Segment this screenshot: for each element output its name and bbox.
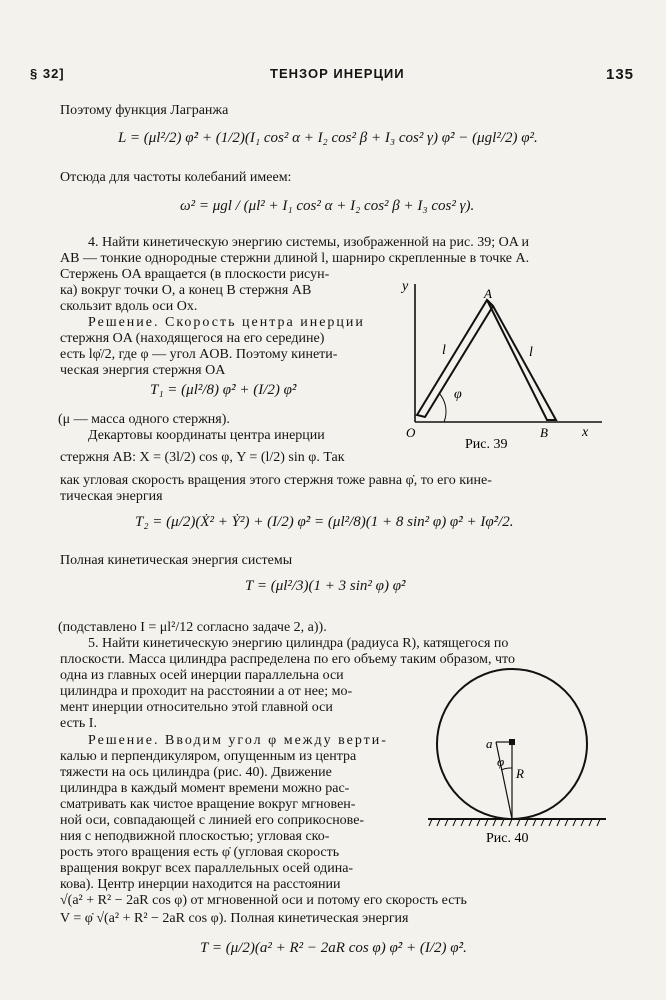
figure-39: [392, 272, 612, 460]
point-a-label: A: [484, 286, 492, 301]
text-line: ния с неподвижной плоскостью; угловая ско-: [60, 829, 330, 844]
text-line: AB — тонкие однородные стержни длиной l, шарниро скрепленные в точке A.: [60, 251, 530, 266]
text-line: V = φ̇ √(a² + R² − 2aR cos φ). Полная кинетическая энергия: [60, 911, 409, 926]
text-line: стержня OA (находящегося на его середине): [60, 331, 325, 346]
figure-39-caption: Рис. 39: [465, 437, 508, 452]
equation-frequency: ω² = μgl / (μl² + I₁ cos² α + I₂ cos² β + I₃ cos² γ).: [180, 198, 475, 214]
side-oa-label: l: [442, 343, 446, 358]
equation-t2: T₂ = (μ/2)(Ẋ² + Ẏ²) + (I/2) φ̇² = (μl²/8)(1 + 8 sin² φ) φ̇² + Iφ̇²/2.: [135, 514, 514, 530]
equation-t1: T₁ = (μl²/8) φ̇² + (I/2) φ̇²: [150, 382, 297, 398]
text-line: (μ — масса одного стержня).: [58, 412, 230, 427]
solution-heading: Решение. Вводим угол φ между верти-: [88, 733, 388, 748]
text-line: ка) вокруг точки O, а конец B стержня AB: [60, 283, 312, 298]
text-line: есть I.: [60, 716, 97, 731]
text-line: вращения вокруг всех параллельных осей одина-: [60, 861, 354, 876]
text-line: Отсюда для частоты колебаний имеем:: [60, 170, 292, 185]
angle-arc: [439, 393, 446, 422]
text-line: Полная кинетическая энергия системы: [60, 553, 293, 568]
equation-lagrangian: L = (μl²/2) φ̇² + (1/2)(I₁ cos² α + I₂ cos² β + I₃ cos² γ) φ̇² − (μgl²/2) φ².: [118, 130, 538, 146]
angle-phi-label: φ: [454, 387, 462, 402]
section-number: § 32]: [30, 66, 65, 81]
text-line: плоскости. Масса цилиндра распределена по его объему таким образом, что: [60, 652, 515, 667]
text-line: (подставлено I = μl²/12 согласно задаче 2, а)).: [58, 620, 327, 635]
figure-40-caption: Рис. 40: [486, 831, 529, 846]
solution-heading: Решение. Скорость центра инерции: [88, 315, 365, 330]
text-line: скользит вдоль оси Ox.: [60, 299, 198, 314]
text-line: цилиндра и проходит на расстоянии a от нее; мо-: [60, 684, 353, 699]
equation-cylinder-energy: T = (μ/2)(a² + R² − 2aR cos φ) φ̇² + (I/2) φ̇².: [200, 940, 467, 956]
rod-ab: [487, 300, 556, 420]
running-title: ТЕНЗОР ИНЕРЦИИ: [270, 66, 405, 81]
angle-phi-label: φ: [497, 754, 505, 769]
text-line: есть lφ̇/2, где φ — угол AOB. Поэтому кинети-: [60, 347, 338, 362]
side-ab-label: l: [529, 345, 533, 360]
y-axis-label: y: [402, 279, 409, 294]
text-line: стержня AB: X = (3l/2) cos φ, Y = (l/2) sin φ. Так: [60, 450, 345, 465]
radius-label: R: [516, 766, 524, 781]
text-line: кова). Центр инерции находится на расстоянии: [60, 877, 341, 892]
page-number: 135: [606, 66, 635, 83]
point-o-label: O: [406, 425, 416, 440]
text-line: цилиндра в каждый момент времени можно рас-: [60, 781, 350, 796]
x-axis-label: x: [582, 425, 589, 440]
text-line: одна из главных осей инерции параллельна оси: [60, 668, 344, 683]
text-line: ной оси, совпадающей с линией его соприкоснове-: [60, 813, 365, 828]
text-line: сматривать как чистое вращение вокруг мгновен-: [60, 797, 356, 812]
ground-hatching: [429, 819, 600, 826]
text-line: Стержень OA вращается (в плоскости рисун-: [60, 267, 330, 282]
axis-point: [509, 739, 515, 745]
text-line: мент инерции относительно этой главной оси: [60, 700, 333, 715]
text-line: Декартовы координаты центра инерции: [88, 428, 325, 443]
equation-t-total: T = (μl²/3)(1 + 3 sin² φ) φ̇²: [245, 578, 406, 594]
text-line: тяжести на ось цилиндра (рис. 40). Движение: [60, 765, 332, 780]
problem-4-title: 4. Найти кинетическую энергию системы, изображенной на рис. 39; OA и: [88, 235, 530, 250]
figure-40: [428, 668, 606, 852]
text-line: как угловая скорость вращения этого стержня тоже равна φ̇, то его кине-: [60, 473, 492, 488]
text-line: тическая энергия: [60, 489, 163, 504]
point-b-label: B: [540, 425, 548, 440]
text-line: Поэтому функция Лагранжа: [60, 103, 229, 118]
text-line: ческая энергия стержня OA: [60, 363, 226, 378]
text-line: калью и перпендикуляром, опущенным из центра: [60, 749, 357, 764]
text-line: рость этого вращения есть φ̇ (угловая скорость: [60, 845, 340, 860]
text-line: √(a² + R² − 2aR cos φ) от мгновенной оси и потому его скорость есть: [60, 893, 467, 908]
problem-5-title: 5. Найти кинетическую энергию цилиндра (радиуса R), катящегося по: [88, 636, 509, 651]
a-label: a: [486, 736, 493, 751]
